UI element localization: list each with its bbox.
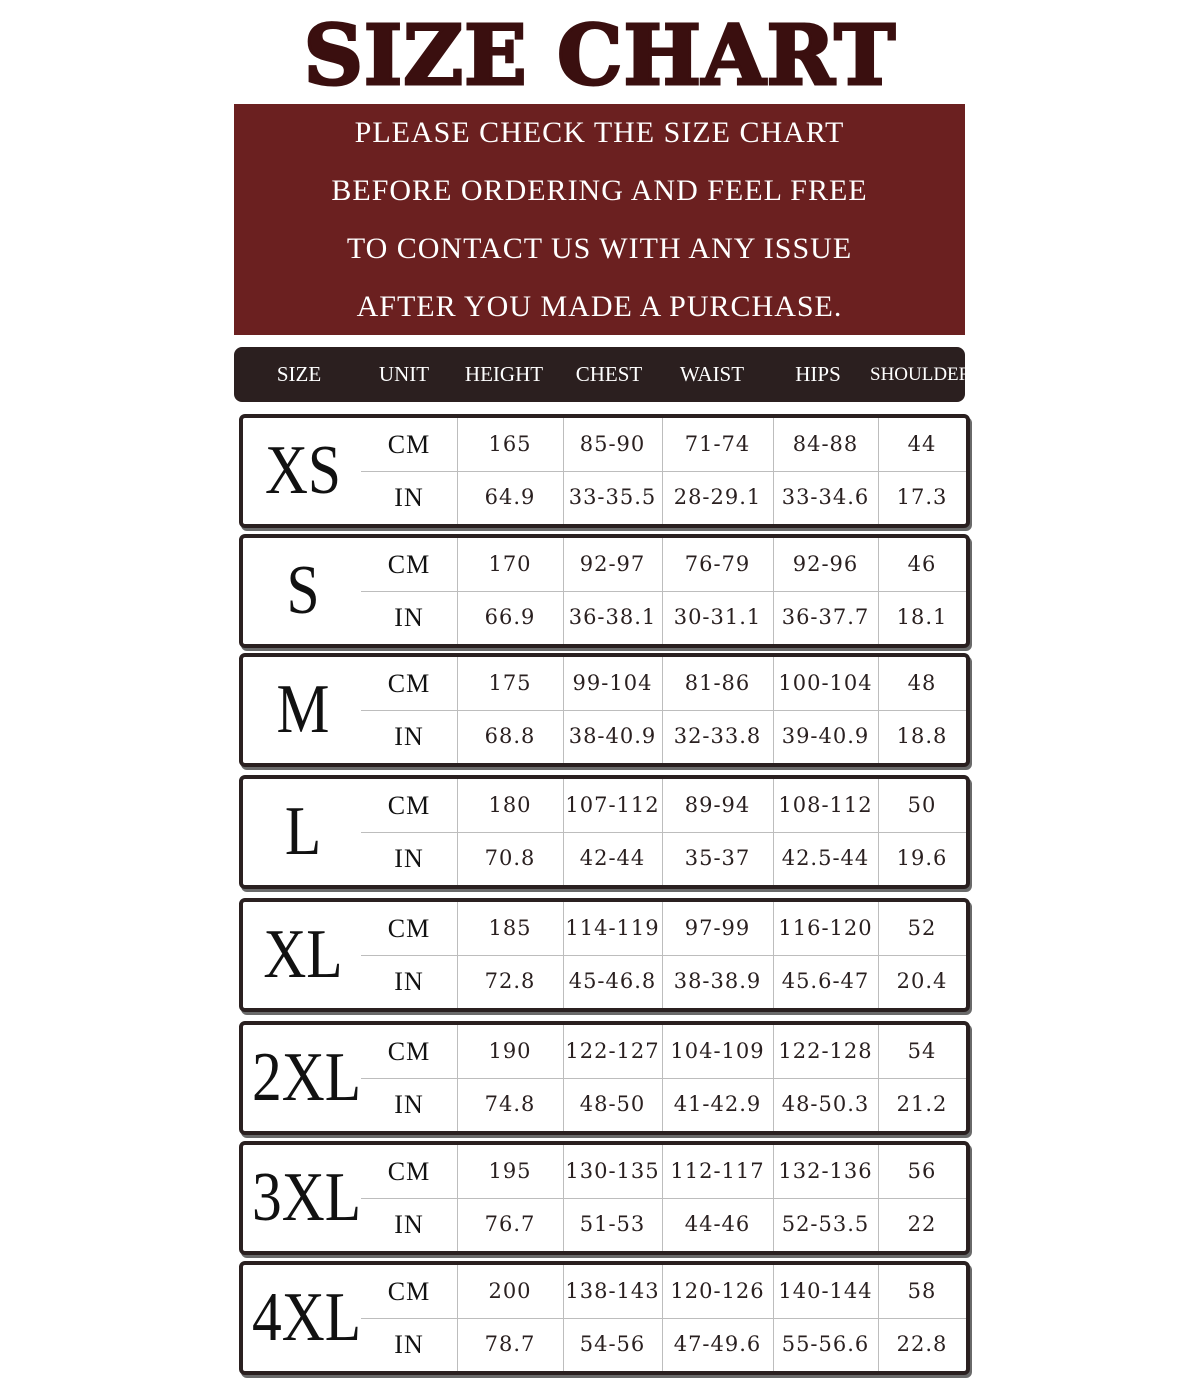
cell-height-in: 76.7 bbox=[484, 1212, 536, 1236]
cell-unit-cm: CM bbox=[387, 430, 431, 459]
cell-shoulder-cm: 54 bbox=[907, 1039, 937, 1063]
cell-shoulder-in: 17.3 bbox=[896, 485, 948, 509]
cell-hips-in: 36-37.7 bbox=[781, 605, 870, 629]
cell-unit-in: IN bbox=[394, 1090, 424, 1119]
cell-chest-cm: 130-135 bbox=[565, 1159, 660, 1183]
cell-height-cm: 170 bbox=[488, 552, 532, 576]
cell-unit-cm: CM bbox=[387, 669, 431, 698]
size-label: 2XL bbox=[252, 1039, 362, 1116]
size-label: L bbox=[284, 793, 322, 870]
cell-shoulder-cm: 52 bbox=[907, 916, 937, 940]
cell-hips-cm: 132-136 bbox=[778, 1159, 873, 1183]
cell-chest-cm: 107-112 bbox=[565, 793, 660, 817]
cell-shoulder-in: 22 bbox=[907, 1212, 937, 1236]
cell-shoulder-in: 21.2 bbox=[896, 1092, 948, 1116]
table-header bbox=[234, 347, 972, 402]
cell-unit-cm: CM bbox=[387, 550, 431, 579]
cell-hips-in: 39-40.9 bbox=[781, 724, 870, 748]
size-row-3 bbox=[239, 775, 970, 889]
cell-height-cm: 185 bbox=[488, 916, 532, 940]
cell-height-cm: 200 bbox=[488, 1279, 532, 1303]
cell-shoulder-cm: 46 bbox=[907, 552, 937, 576]
column-header-unit: UNIT bbox=[378, 362, 430, 386]
cell-height-in: 68.8 bbox=[484, 724, 536, 748]
notice-banner bbox=[234, 104, 965, 335]
cell-shoulder-cm: 56 bbox=[907, 1159, 937, 1183]
cell-shoulder-cm: 44 bbox=[907, 432, 937, 456]
size-label: S bbox=[286, 552, 320, 629]
cell-hips-cm: 122-128 bbox=[778, 1039, 873, 1063]
cell-waist-cm: 76-79 bbox=[684, 552, 751, 576]
size-label: 3XL bbox=[252, 1159, 362, 1236]
cell-unit-in: IN bbox=[394, 1330, 424, 1359]
size-row-7 bbox=[239, 1261, 970, 1375]
size-label: XL bbox=[263, 916, 343, 993]
cell-height-cm: 175 bbox=[488, 671, 532, 695]
cell-chest-in: 38-40.9 bbox=[568, 724, 657, 748]
cell-height-in: 72.8 bbox=[484, 969, 536, 993]
column-header-chest: CHEST bbox=[575, 362, 643, 386]
cell-waist-in: 35-37 bbox=[684, 846, 751, 870]
cell-chest-cm: 85-90 bbox=[579, 432, 646, 456]
cell-waist-cm: 104-109 bbox=[670, 1039, 765, 1063]
cell-chest-in: 42-44 bbox=[579, 846, 646, 870]
cell-waist-cm: 71-74 bbox=[684, 432, 751, 456]
cell-chest-in: 51-53 bbox=[579, 1212, 646, 1236]
cell-unit-in: IN bbox=[394, 603, 424, 632]
cell-chest-cm: 114-119 bbox=[565, 916, 660, 940]
cell-waist-in: 38-38.9 bbox=[673, 969, 762, 993]
cell-waist-in: 30-31.1 bbox=[673, 605, 762, 629]
column-header-height: HEIGHT bbox=[464, 362, 544, 386]
cell-chest-in: 33-35.5 bbox=[568, 485, 657, 509]
size-row-2 bbox=[239, 653, 970, 767]
cell-chest-cm: 122-127 bbox=[565, 1039, 660, 1063]
cell-hips-in: 33-34.6 bbox=[781, 485, 870, 509]
cell-hips-cm: 100-104 bbox=[778, 671, 873, 695]
cell-unit-in: IN bbox=[394, 1210, 424, 1239]
cell-height-cm: 190 bbox=[488, 1039, 532, 1063]
cell-waist-cm: 97-99 bbox=[684, 916, 751, 940]
cell-hips-cm: 116-120 bbox=[778, 916, 873, 940]
size-row-1 bbox=[239, 534, 970, 648]
cell-waist-in: 47-49.6 bbox=[673, 1332, 762, 1356]
cell-unit-in: IN bbox=[394, 967, 424, 996]
cell-hips-cm: 92-96 bbox=[792, 552, 859, 576]
size-label: XS bbox=[264, 432, 342, 509]
cell-height-in: 78.7 bbox=[484, 1332, 536, 1356]
cell-unit-in: IN bbox=[394, 722, 424, 751]
cell-waist-cm: 89-94 bbox=[684, 793, 751, 817]
cell-hips-in: 45.6-47 bbox=[781, 969, 870, 993]
size-row-5 bbox=[239, 1021, 970, 1135]
cell-chest-in: 54-56 bbox=[579, 1332, 646, 1356]
cell-chest-in: 36-38.1 bbox=[568, 605, 657, 629]
cell-shoulder-cm: 58 bbox=[907, 1279, 937, 1303]
cell-chest-cm: 99-104 bbox=[572, 671, 653, 695]
cell-hips-cm: 108-112 bbox=[778, 793, 873, 817]
cell-unit-cm: CM bbox=[387, 791, 431, 820]
cell-hips-cm: 140-144 bbox=[778, 1279, 873, 1303]
cell-waist-cm: 120-126 bbox=[670, 1279, 765, 1303]
cell-hips-in: 55-56.6 bbox=[781, 1332, 870, 1356]
cell-hips-in: 48-50.3 bbox=[781, 1092, 870, 1116]
notice-line: BEFORE ORDERING AND FEEL FREE bbox=[331, 173, 868, 207]
page-title: SIZE CHART bbox=[303, 8, 897, 104]
cell-shoulder-in: 19.6 bbox=[896, 846, 948, 870]
cell-waist-cm: 112-117 bbox=[670, 1159, 765, 1183]
cell-shoulder-cm: 50 bbox=[907, 793, 937, 817]
cell-unit-in: IN bbox=[394, 483, 424, 512]
cell-hips-in: 42.5-44 bbox=[781, 846, 870, 870]
cell-unit-in: IN bbox=[394, 844, 424, 873]
cell-height-cm: 180 bbox=[488, 793, 532, 817]
column-header-size: SIZE bbox=[276, 362, 322, 386]
cell-waist-in: 41-42.9 bbox=[673, 1092, 762, 1116]
cell-height-cm: 195 bbox=[488, 1159, 532, 1183]
column-header-waist: WAIST bbox=[679, 362, 745, 386]
cell-unit-cm: CM bbox=[387, 1277, 431, 1306]
cell-hips-in: 52-53.5 bbox=[781, 1212, 870, 1236]
cell-height-in: 64.9 bbox=[484, 485, 536, 509]
cell-shoulder-in: 18.8 bbox=[896, 724, 948, 748]
size-row-4 bbox=[239, 898, 970, 1012]
size-row-0 bbox=[239, 414, 970, 528]
cell-unit-cm: CM bbox=[387, 914, 431, 943]
cell-height-in: 74.8 bbox=[484, 1092, 536, 1116]
cell-chest-cm: 138-143 bbox=[565, 1279, 660, 1303]
column-header-hips: HIPS bbox=[795, 362, 841, 386]
cell-unit-cm: CM bbox=[387, 1157, 431, 1186]
notice-line: AFTER YOU MADE A PURCHASE. bbox=[356, 289, 843, 323]
cell-waist-in: 44-46 bbox=[684, 1212, 751, 1236]
notice-line: TO CONTACT US WITH ANY ISSUE bbox=[346, 231, 853, 265]
cell-unit-cm: CM bbox=[387, 1037, 431, 1066]
notice-line: PLEASE CHECK THE SIZE CHART bbox=[354, 115, 845, 149]
cell-height-in: 70.8 bbox=[484, 846, 536, 870]
cell-shoulder-in: 18.1 bbox=[896, 605, 948, 629]
size-label: 4XL bbox=[252, 1279, 362, 1356]
cell-height-cm: 165 bbox=[488, 432, 532, 456]
size-row-6 bbox=[239, 1141, 970, 1255]
cell-shoulder-cm: 48 bbox=[907, 671, 937, 695]
cell-waist-cm: 81-86 bbox=[684, 671, 751, 695]
cell-height-in: 66.9 bbox=[484, 605, 536, 629]
cell-chest-in: 45-46.8 bbox=[568, 969, 657, 993]
cell-shoulder-in: 20.4 bbox=[896, 969, 948, 993]
cell-waist-in: 28-29.1 bbox=[673, 485, 762, 509]
size-label: M bbox=[276, 671, 330, 748]
cell-shoulder-in: 22.8 bbox=[896, 1332, 948, 1356]
column-header-shoulder: SHOULDER bbox=[870, 364, 972, 385]
cell-waist-in: 32-33.8 bbox=[673, 724, 762, 748]
cell-hips-cm: 84-88 bbox=[792, 432, 859, 456]
cell-chest-in: 48-50 bbox=[579, 1092, 646, 1116]
cell-chest-cm: 92-97 bbox=[579, 552, 646, 576]
